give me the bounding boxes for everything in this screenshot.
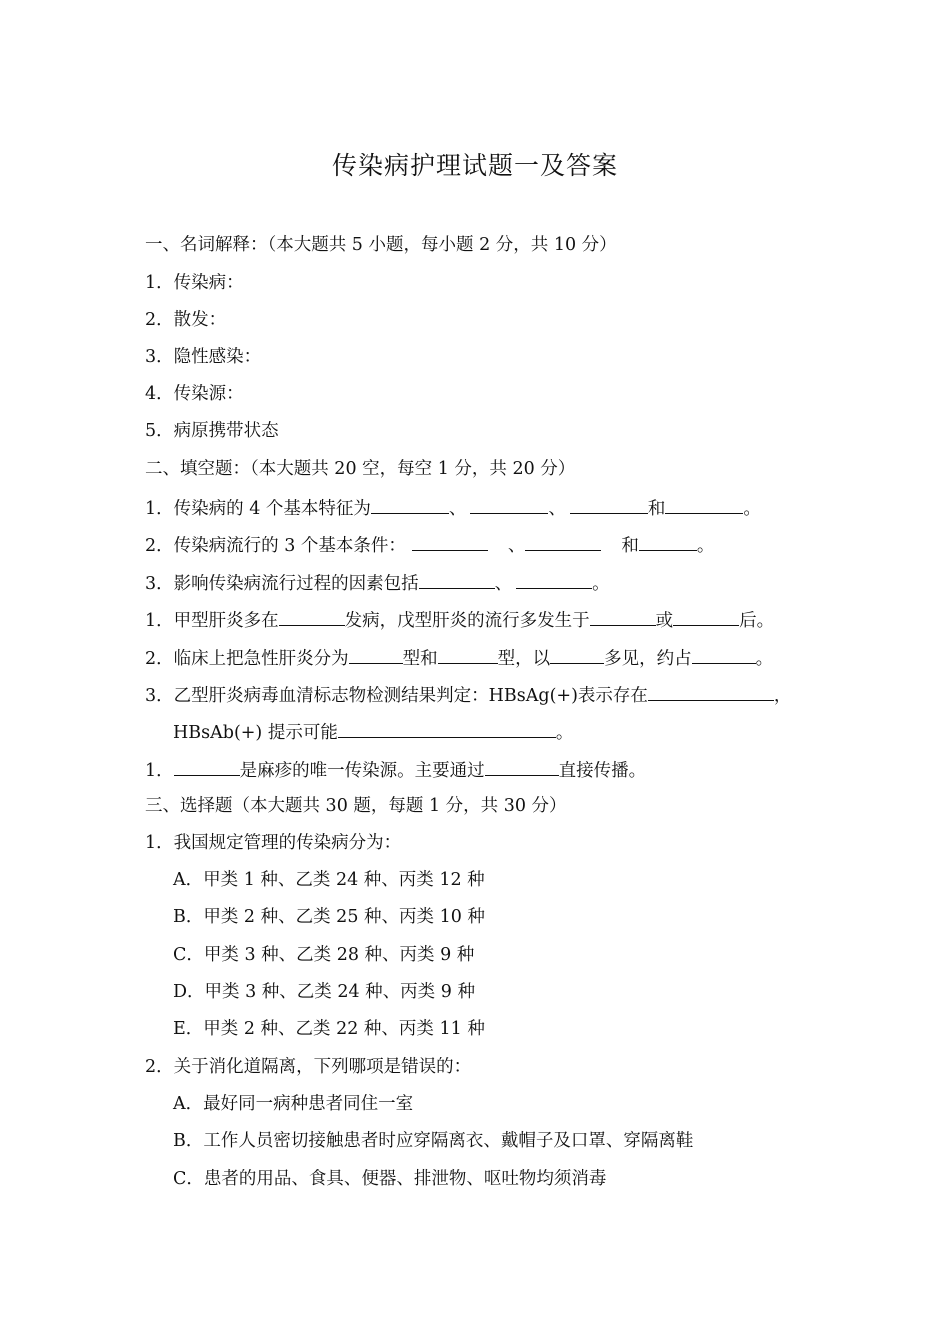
question-text: 1．传染病的 4 个基本特征为	[145, 499, 371, 519]
answer-blank[interactable]	[349, 644, 403, 664]
question-text: 是麻疹的唯一传染源。主要通过	[239, 761, 485, 781]
choice-option[interactable]: B．工作人员密切接触患者时应穿隔离衣、戴帽子及口罩、穿隔离鞋	[173, 1131, 694, 1151]
choice-question-stem: 2．关于消化道隔离，下列哪项是错误的：	[145, 1057, 472, 1077]
fill-question	[145, 569, 610, 595]
question-text: 3．影响传染病流行过程的因素包括	[145, 574, 419, 594]
answer-blank[interactable]	[279, 606, 345, 626]
answer-blank[interactable]	[550, 644, 604, 664]
fill-question	[145, 531, 714, 557]
fill-question	[145, 494, 761, 520]
answer-blank[interactable]	[371, 494, 449, 514]
fill-question	[145, 606, 774, 632]
question-text: 型和	[402, 649, 438, 669]
answer-blank[interactable]	[338, 718, 556, 738]
question-text: 3．乙型肝炎病毒血清标志物检测结果判定：HBsAg(+)表示存在	[145, 686, 648, 706]
term-item: 4．传染源：	[145, 384, 244, 404]
answer-blank[interactable]	[590, 606, 656, 626]
answer-blank[interactable]	[525, 531, 601, 551]
term-item: 3．隐性感染：	[145, 347, 262, 367]
separator: 。	[755, 649, 774, 669]
section-heading-terms: 一、名词解释：（本大题共 5 小题，每小题 2 分，共 10 分）	[145, 235, 617, 255]
separator: 后。	[739, 611, 775, 631]
separator: 。	[743, 499, 761, 519]
choice-question-stem: 1．我国规定管理的传染病分为：	[145, 833, 402, 853]
separator: 、	[494, 574, 513, 594]
term-item: 1．传染病：	[145, 273, 244, 293]
question-text: 1．甲型肝炎多在	[145, 611, 279, 631]
question-text: 2．临床上把急性肝炎分为	[145, 649, 349, 669]
question-text: 1．	[145, 761, 174, 781]
choice-option[interactable]: E．甲类 2 种、乙类 22 种、丙类 11 种	[173, 1019, 485, 1039]
choice-option[interactable]: C．患者的用品、食具、便器、排泄物、呕吐物均须消毒	[173, 1169, 607, 1189]
answer-blank[interactable]	[174, 756, 240, 776]
answer-blank[interactable]	[648, 681, 774, 701]
fill-question	[145, 756, 646, 782]
choice-option[interactable]: A．甲类 1 种、乙类 24 种、丙类 12 种	[173, 870, 485, 890]
section-heading-fill-blank: 二、填空题：（本大题共 20 空，每空 1 分，共 20 分）	[145, 459, 576, 479]
separator: 、	[548, 499, 566, 519]
fill-question	[145, 644, 773, 670]
separator: 和	[647, 499, 666, 519]
question-text: 多见，约占	[604, 649, 692, 669]
answer-blank[interactable]	[570, 494, 648, 514]
answer-blank[interactable]	[692, 644, 756, 664]
choice-option[interactable]: B．甲类 2 种、乙类 25 种、丙类 10 种	[173, 907, 485, 927]
question-text: 直接传播。	[558, 761, 647, 781]
term-item: 2．散发：	[145, 310, 227, 330]
answer-blank[interactable]	[673, 606, 739, 626]
separator: 。	[555, 723, 574, 743]
term-item: 5．病原携带状态	[145, 421, 279, 441]
answer-blank[interactable]	[665, 494, 743, 514]
answer-blank[interactable]	[485, 756, 559, 776]
fill-question	[145, 681, 791, 707]
question-text: HBsAb(+) 提示可能	[173, 723, 338, 743]
choice-option[interactable]: D．甲类 3 种、乙类 24 种、丙类 9 种	[173, 982, 475, 1002]
question-text: 型，以	[497, 649, 551, 669]
separator: 。	[696, 536, 715, 556]
answer-blank[interactable]	[639, 531, 697, 551]
separator: 和	[621, 536, 639, 556]
answer-blank[interactable]	[516, 569, 592, 589]
question-text: 发病，戊型肝炎的流行多发生于	[344, 611, 590, 631]
choice-option[interactable]: A．最好同一病种患者同住一室	[173, 1094, 414, 1114]
separator: 、	[448, 499, 467, 519]
question-text: 2．传染病流行的 3 个基本条件：	[145, 536, 406, 556]
answer-blank[interactable]	[438, 644, 498, 664]
answer-blank[interactable]	[470, 494, 548, 514]
separator: 。	[592, 574, 610, 594]
document-title: 传染病护理试题一及答案	[331, 151, 618, 180]
answer-blank[interactable]	[412, 531, 488, 551]
answer-blank[interactable]	[419, 569, 495, 589]
fill-question-continued	[173, 718, 573, 744]
choice-option[interactable]: C．甲类 3 种、乙类 28 种、丙类 9 种	[173, 945, 475, 965]
section-heading-choice: 三、选择题（本大题共 30 题，每题 1 分，共 30 分）	[145, 796, 567, 816]
separator: 或	[655, 611, 674, 631]
separator: 、	[507, 536, 526, 556]
separator: ，	[773, 686, 792, 706]
